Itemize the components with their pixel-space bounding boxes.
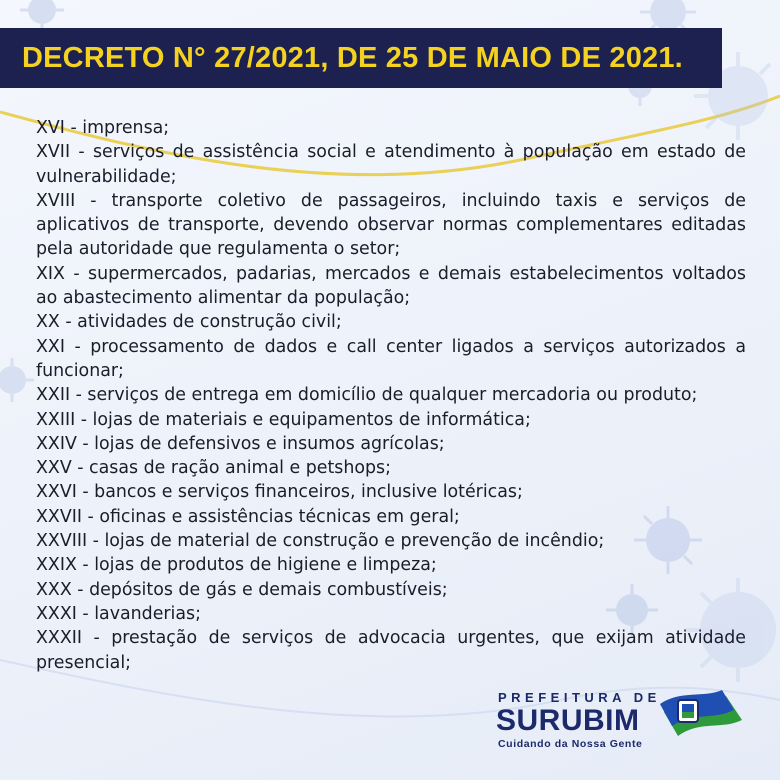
- logo-top-text: PREFEITURA DE: [498, 690, 661, 705]
- virus-icon: [0, 358, 34, 402]
- list-item: XXVIII - lojas de material de construção e prevenção de incêndio;: [36, 531, 605, 552]
- list-item: XVII - serviços de assistência social e atendimento à população em estado de vulnerabilidade;: [36, 142, 746, 187]
- list-item: XXI - processamento de dados e call center ligados a serviços autorizados a funcionar;: [36, 336, 746, 381]
- list-item: XXII - serviços de entrega em domicílio de qualquer mercadoria ou produto;: [36, 385, 698, 406]
- list-item: XXIII - lojas de materiais e equipamentos de informática;: [36, 409, 531, 430]
- list-item: XVIII - transporte coletivo de passageiros, incluindo taxis e serviços de aplicativos de transporte, devendo observar normas complementares editadas pela autoridade que regulamenta o setor;: [36, 190, 746, 260]
- prefeitura-logo: [496, 690, 746, 760]
- list-item: XXX - depósitos de gás e demais combustíveis;: [36, 579, 448, 600]
- logo-tagline: Cuidando da Nossa Gente: [498, 738, 643, 750]
- list-item: XX - atividades de construção civil;: [36, 312, 342, 333]
- list-item: XXVII - oficinas e assistências técnicas em geral;: [36, 506, 460, 527]
- title-banner: [0, 28, 722, 88]
- decree-items-list: [36, 116, 746, 675]
- page-title: DECRETO N° 27/2021, DE 25 DE MAIO DE 2021.: [22, 41, 683, 74]
- list-item: XXV - casas de ração animal e petshops;: [36, 458, 391, 479]
- list-item: XXVI - bancos e serviços financeiros, inclusive lotéricas;: [36, 482, 523, 503]
- logo-name: SURUBIM: [496, 704, 640, 737]
- list-item: XIX - supermercados, padarias, mercados e demais estabelecimentos voltados ao abastecimento alimentar da população;: [36, 263, 746, 309]
- list-item: XXXI - lavanderias;: [36, 603, 201, 624]
- list-item: XXIX - lojas de produtos de higiene e limpeza;: [36, 555, 437, 576]
- flag-emblem-icon: [656, 690, 746, 750]
- list-item: XXXII - prestação de serviços de advocacia urgentes, que exijam atividade presencial;: [36, 628, 746, 673]
- list-item: XVI - imprensa;: [36, 118, 170, 138]
- list-item: XXIV - lojas de defensivos e insumos agrícolas;: [36, 433, 445, 454]
